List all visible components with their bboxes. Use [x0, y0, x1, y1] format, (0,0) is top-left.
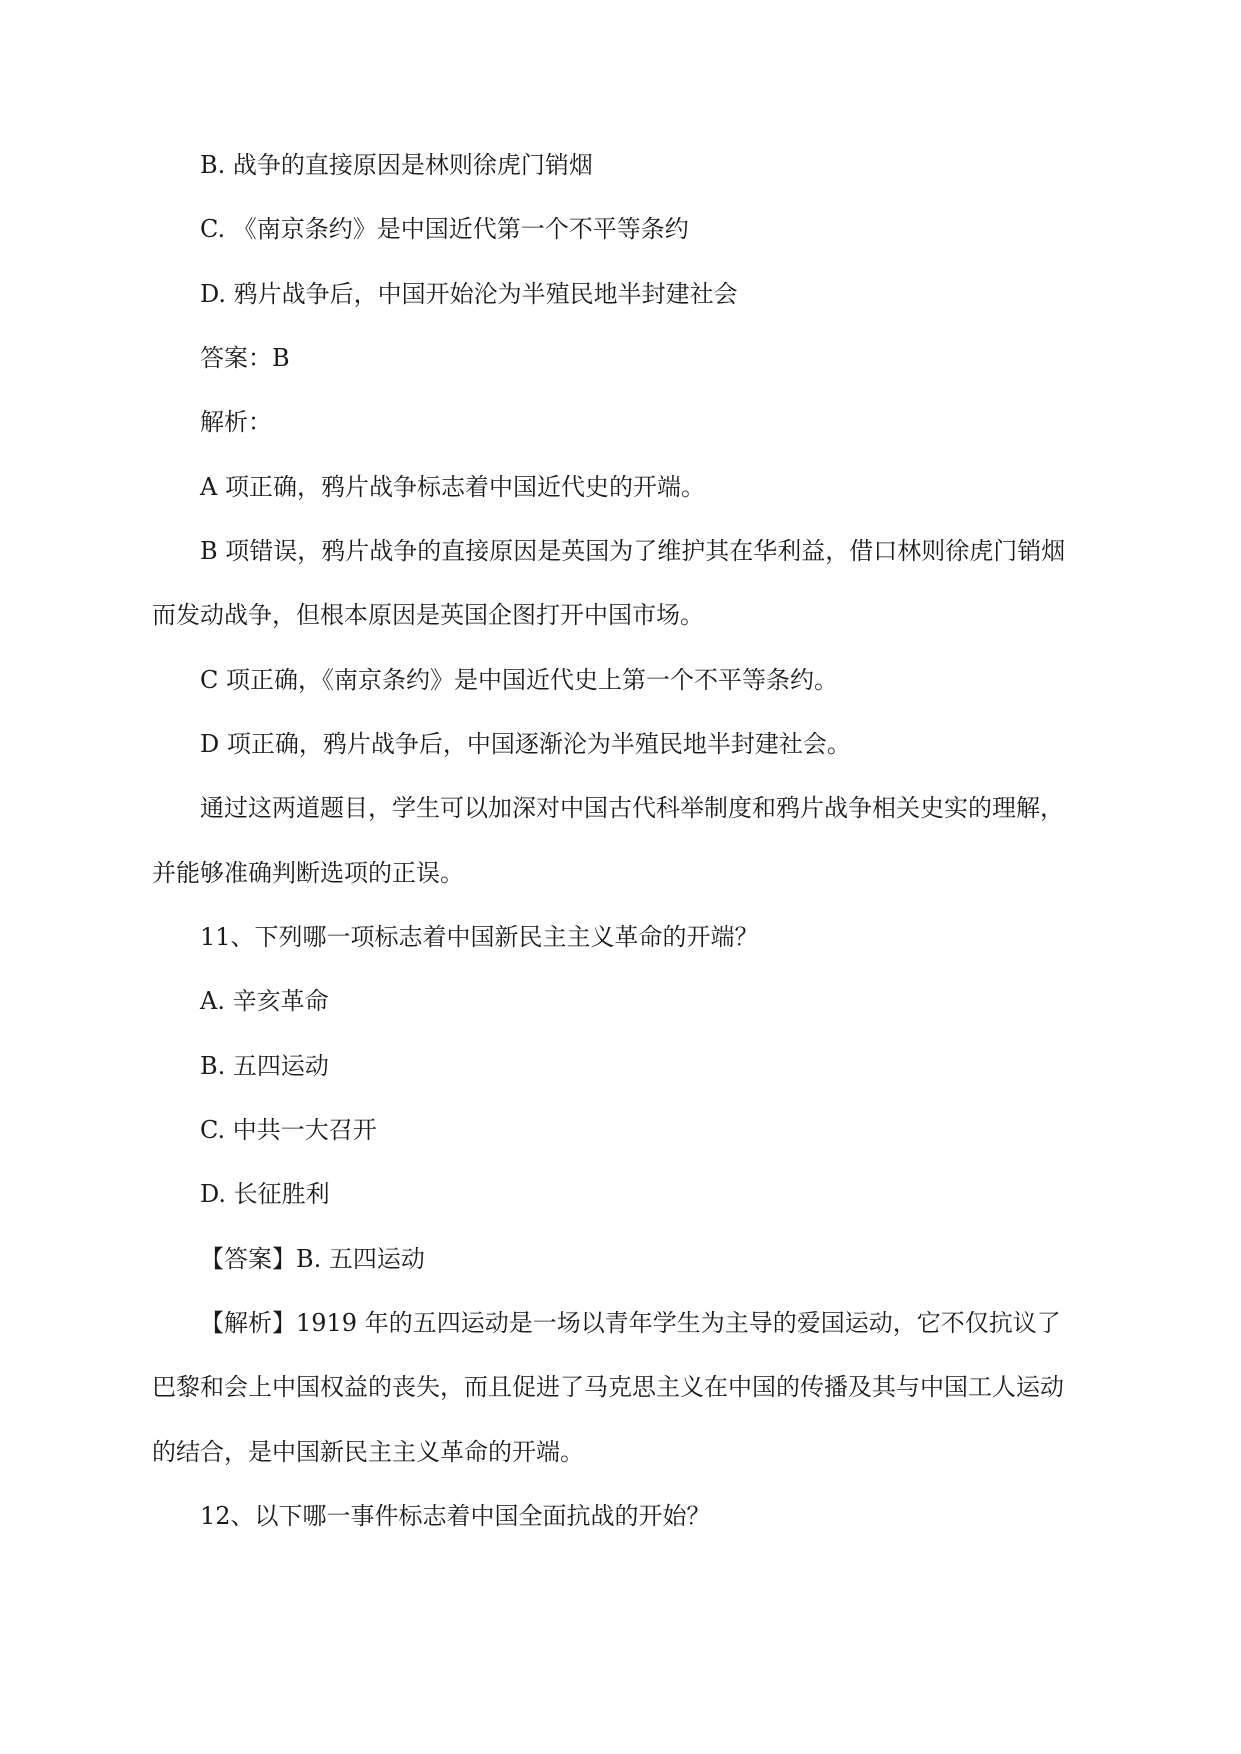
q10-option-b: B. 战争的直接原因是林则徐虎门销烟 — [200, 151, 593, 179]
q11-option-c: C. 中共一大召开 — [200, 1116, 377, 1144]
q10-analysis-b-line2: 而发动战争，但根本原因是英国企图打开中国市场。 — [152, 601, 704, 629]
q10-analysis-label: 解析： — [200, 408, 272, 436]
q10-option-c: C. 《南京条约》是中国近代第一个不平等条约 — [200, 215, 689, 243]
q11-analysis-line2: 巴黎和会上中国权益的丧失，而且促进了马克思主义在中国的传播及其与中国工人运动 — [152, 1373, 1064, 1401]
q11-analysis-line1: 【解析】1919 年的五四运动是一场以青年学生为主导的爱国运动，它不仅抗议了 — [200, 1309, 1061, 1337]
q10-answer: 答案：B — [200, 344, 290, 372]
q10-analysis-c: C 项正确，《南京条约》是中国近代史上第一个不平等条约。 — [200, 666, 838, 694]
q11-option-b: B. 五四运动 — [200, 1052, 329, 1080]
summary-line1: 通过这两道题目，学生可以加深对中国古代科举制度和鸦片战争相关史实的理解， — [200, 794, 1064, 822]
q11-analysis-line3: 的结合，是中国新民主主义革命的开端。 — [152, 1438, 584, 1466]
q10-option-d: D. 鸦片战争后，中国开始沦为半殖民地半封建社会 — [200, 280, 738, 308]
q10-analysis-a: A 项正确，鸦片战争标志着中国近代史的开端。 — [200, 473, 705, 501]
summary-line2: 并能够准确判断选项的正误。 — [152, 859, 464, 887]
q11-question: 11、下列哪一项标志着中国新民主主义革命的开端？ — [200, 923, 759, 951]
q10-analysis-d: D 项正确，鸦片战争后，中国逐渐沦为半殖民地半封建社会。 — [200, 730, 851, 758]
q11-option-d: D. 长征胜利 — [200, 1180, 330, 1208]
q10-analysis-b-line1: B 项错误，鸦片战争的直接原因是英国为了维护其在华利益，借口林则徐虎门销烟 — [200, 537, 1066, 565]
q11-answer: 【答案】B. 五四运动 — [200, 1245, 425, 1273]
q12-question: 12、以下哪一事件标志着中国全面抗战的开始？ — [200, 1502, 711, 1530]
q11-option-a: A. 辛亥革命 — [200, 987, 329, 1015]
